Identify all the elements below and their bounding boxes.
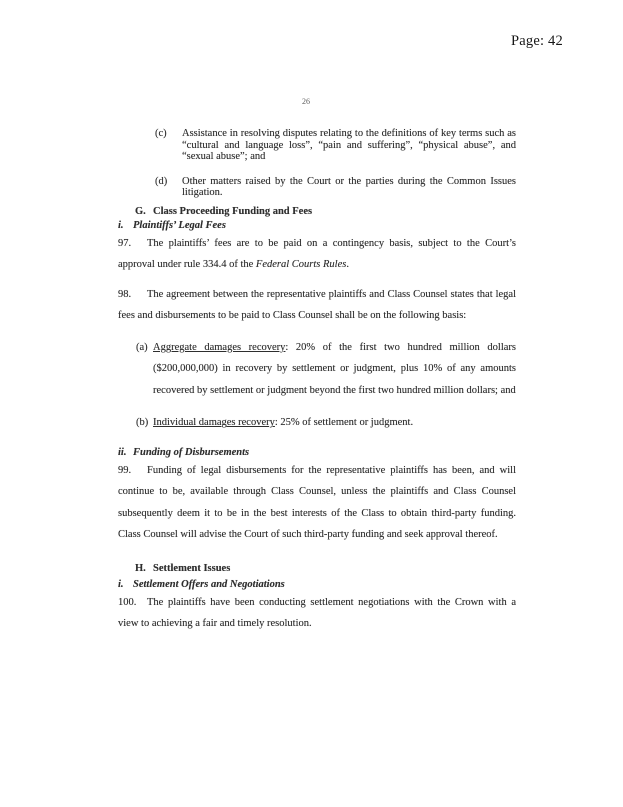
- list-item-b-text: [153, 412, 516, 434]
- page-indicator: Page: 42: [511, 33, 563, 49]
- paragraph-97: [118, 233, 516, 276]
- subsection-settlement-title: Settlement Offers and Negotiations: [133, 578, 285, 590]
- list-item-a-text: [153, 337, 516, 402]
- paragraph-98-number: 98.: [118, 288, 132, 300]
- section-heading-h: [135, 562, 516, 576]
- subsection-settlement-label: i.: [118, 578, 124, 590]
- paragraph-100: [118, 592, 516, 635]
- subsection-legal-fees-label: i.: [118, 219, 124, 231]
- subsection-heading-legal-fees: [118, 219, 516, 233]
- list-item-c-text: Assistance in resolving disputes relating to the definitions of key terms such as “cultural and language loss”, “pain and suffering”, “physical abuse”, and “sexual abuse”; and: [182, 128, 516, 163]
- document-body: [118, 128, 516, 635]
- paragraph-97-text-end: .: [346, 259, 349, 271]
- paragraph-97-citation: Federal Courts Rules: [255, 259, 347, 271]
- subsection-funding-title: Funding of Disbursements: [133, 446, 250, 458]
- list-item-d: [155, 176, 516, 199]
- list-item-c: [155, 128, 516, 163]
- section-heading-g-title: Class Proceeding Funding and Fees: [153, 205, 313, 217]
- paragraph-99-number: 99.: [118, 464, 132, 476]
- subsection-funding-label: ii.: [118, 446, 127, 458]
- paragraph-98-text: The agreement between the representative plaintiffs and Class Counsel states that legal fees and disbursements to be paid to Class Counsel shall be on the following basis:: [118, 288, 516, 322]
- section-heading-g: [135, 205, 516, 219]
- section-heading-g-label: G.: [135, 205, 146, 217]
- list-item-a: [136, 337, 516, 402]
- paragraph-100-text: The plaintiffs have been conducting settlement negotiations with the Crown with a view to achieving a fair and timely resolution.: [118, 596, 516, 630]
- list-item-d-text: Other matters raised by the Court or the parties during the Common Issues litigation.: [182, 175, 516, 199]
- paragraph-97-text: The plaintiffs’ fees are to be paid on a contingency basis, subject to the Court’s approval under rule 334.4 of the: [118, 237, 516, 271]
- paragraph-99: [118, 460, 516, 546]
- paragraph-97-number: 97.: [118, 237, 132, 249]
- paragraph-98: [118, 284, 516, 327]
- list-item-b-lead: Individual damages recovery: [153, 417, 275, 429]
- subsection-heading-funding: [118, 446, 516, 460]
- paragraph-99-text: Funding of legal disbursements for the representative plaintiffs has been, and will continue to be, available through Class Counsel, unless the plaintiffs and Class Counsel subsequently deem it to be in the best interests of the Class to obtain third-party funding. Class Counsel will advise the Court of such third-party funding and seek approval thereof.: [118, 464, 516, 541]
- list-item-b: [136, 412, 516, 434]
- list-item-a-lead: Aggregate damages recovery: [153, 341, 286, 353]
- list-item-b-rest: : 25% of settlement or judgment.: [274, 417, 414, 429]
- subsection-legal-fees-title: Plaintiffs’ Legal Fees: [133, 219, 226, 231]
- paragraph-100-number: 100.: [118, 596, 137, 608]
- list-item-b-label: (b): [136, 417, 149, 429]
- list-item-a-rest: : 20% of the first two hundred million dollars ($200,000,000) in recovery by settlement or judgment, plus 10% of any amounts recovered by settlement or judgment beyond the first two hundred million dollars; and: [153, 341, 516, 396]
- section-heading-h-title: Settlement Issues: [153, 562, 231, 574]
- subsection-heading-settlement: [118, 578, 516, 592]
- scan-page-number: 26: [302, 97, 310, 106]
- list-item-d-label: (d): [155, 175, 168, 187]
- list-item-c-label: (c): [155, 128, 167, 139]
- section-heading-h-label: H.: [135, 562, 146, 574]
- list-item-a-label: (a): [136, 341, 148, 353]
